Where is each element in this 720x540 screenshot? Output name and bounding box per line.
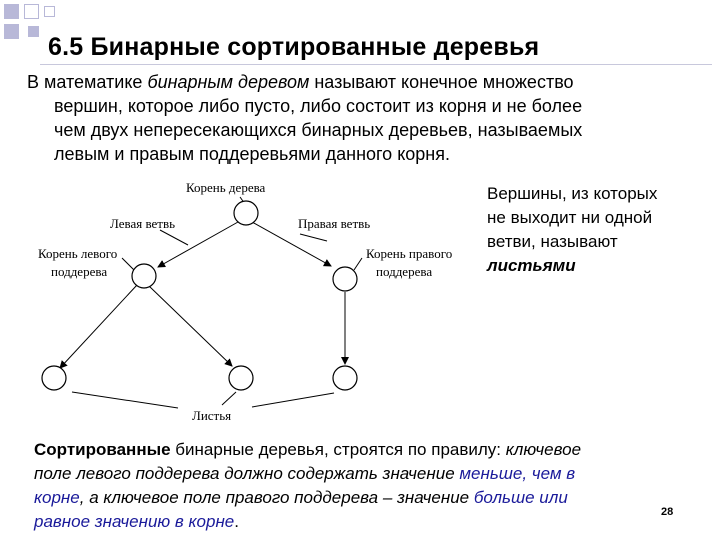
label-leaves: Листья: [192, 408, 232, 423]
page-number: 28: [661, 506, 674, 518]
rule-text: бинарные деревья, строятся по правилу:: [170, 440, 506, 459]
leaves-note-line-4: [487, 254, 712, 278]
leaves-note-line-2: не выходит ни одной: [487, 208, 653, 227]
node-root: [234, 201, 258, 225]
rule-highlight-less: меньше, чем в: [459, 464, 576, 483]
node-leaf-3: [333, 366, 357, 390]
intro-text: В математике: [27, 72, 148, 92]
slide-title: 6.5 Бинарные сортированные деревья: [48, 33, 540, 61]
leaves-note: [487, 182, 712, 278]
node-leaf-2: [229, 366, 253, 390]
sorting-rule-paragraph: [34, 438, 714, 534]
leaves-note-line-3: ветви, называют: [487, 232, 618, 251]
label-left-branch: Левая ветвь: [110, 216, 176, 231]
label-right-subroot-line2: поддерева: [376, 264, 433, 279]
pointer-leaves-center: [222, 392, 236, 405]
pointer-right-subroot: [354, 258, 362, 270]
leaves-note-line-1: Вершины, из которых: [487, 184, 658, 203]
intro-line-3: чем двух непересекающихся бинарных деревьев, называемых: [54, 120, 583, 140]
rule-highlight-equal: равное значению в корне: [34, 512, 235, 531]
label-left-subroot-line2: поддерева: [51, 264, 108, 279]
rule-highlight-greater: больше или: [473, 488, 568, 507]
label-root: Корень дерева: [186, 180, 266, 195]
pointer-left-branch: [160, 230, 188, 245]
pointer-leaves-left: [72, 392, 178, 408]
pointer-right-branch: [300, 234, 327, 241]
edge-left-leaf1: [60, 285, 137, 368]
rule-highlight-root: корне: [34, 488, 80, 507]
label-right-subroot-line1: Корень правого: [366, 246, 453, 261]
rule-text: .: [234, 512, 239, 531]
intro-text: называют конечное множество: [309, 72, 574, 92]
node-left-subroot: [132, 264, 156, 288]
intro-line-4: левым и правым поддеревьями данного корня.: [54, 144, 450, 164]
rule-term: Сортированные: [34, 440, 171, 459]
label-left-subroot-line1: Корень левого: [38, 246, 118, 261]
rule-line-2: [34, 462, 714, 486]
node-leaf-1: [42, 366, 66, 390]
label-right-branch: Правая ветвь: [298, 216, 371, 231]
rule-line-1: [34, 438, 714, 462]
intro-line-2: вершин, которое либо пусто, либо состоит из корня и не более: [54, 96, 583, 116]
pointer-leaves-right: [252, 393, 334, 407]
leaves-term: листьями: [487, 256, 576, 275]
rule-line-4: [34, 510, 714, 534]
rule-em: ключевое: [505, 440, 582, 459]
rule-em: поле левого поддерева должно содержать значение: [34, 464, 460, 483]
node-right-subroot: [333, 267, 357, 291]
rule-line-3: [34, 486, 714, 510]
intro-term: бинарным деревом: [147, 72, 310, 92]
rule-em: , а ключевое поле правого поддерева – значение: [79, 488, 474, 507]
edge-left-leaf2: [149, 286, 232, 366]
